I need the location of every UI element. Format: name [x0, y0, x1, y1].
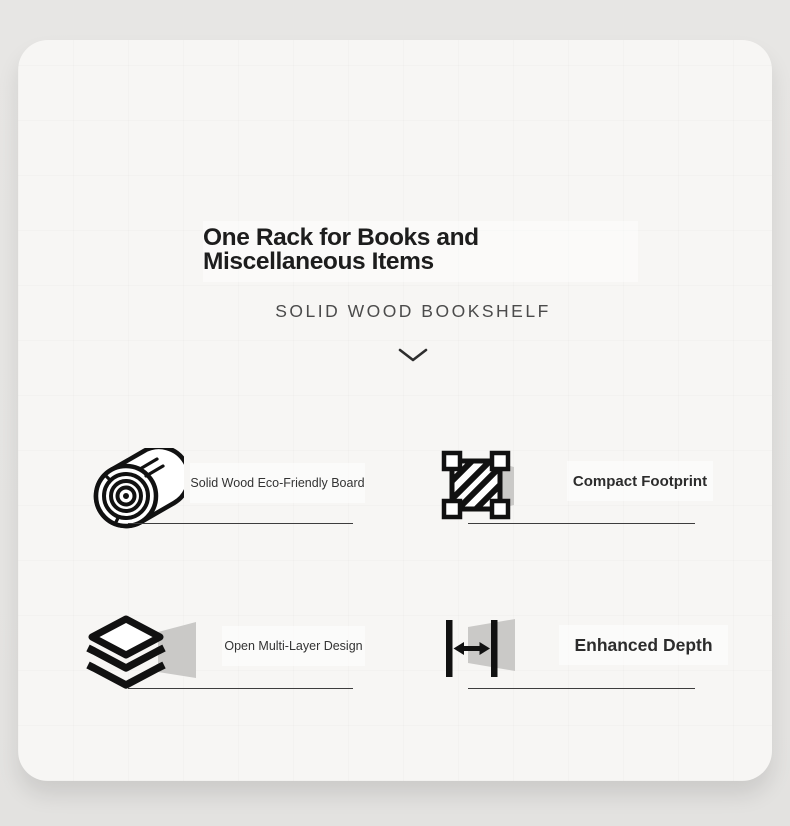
feature-label: Enhanced Depth	[574, 634, 713, 655]
page-subtitle: SOLID WOOD BOOKSHELF	[275, 301, 551, 321]
feature-underline	[468, 688, 695, 689]
feature-label-strip	[190, 463, 365, 503]
page-title: One Rack for Books and Miscellaneous Items	[203, 224, 479, 275]
chevron-down-icon	[398, 347, 428, 365]
feature-underline	[468, 523, 695, 524]
feature-label-strip	[567, 461, 713, 501]
feature-underline	[128, 688, 353, 689]
depth-arrows-icon	[438, 614, 522, 686]
feature-label: Compact Footprint	[572, 472, 708, 490]
product-feature-card	[18, 40, 772, 781]
feature-label-strip	[222, 626, 365, 666]
area-selection-icon	[436, 447, 526, 527]
feature-label: Open Multi-Layer Design	[224, 639, 363, 653]
feature-label: Solid Wood Eco-Friendly Board	[190, 476, 365, 490]
wood-log-icon	[88, 448, 184, 532]
feature-underline	[128, 523, 353, 524]
feature-label-strip	[559, 625, 728, 665]
layers-icon	[84, 614, 200, 694]
